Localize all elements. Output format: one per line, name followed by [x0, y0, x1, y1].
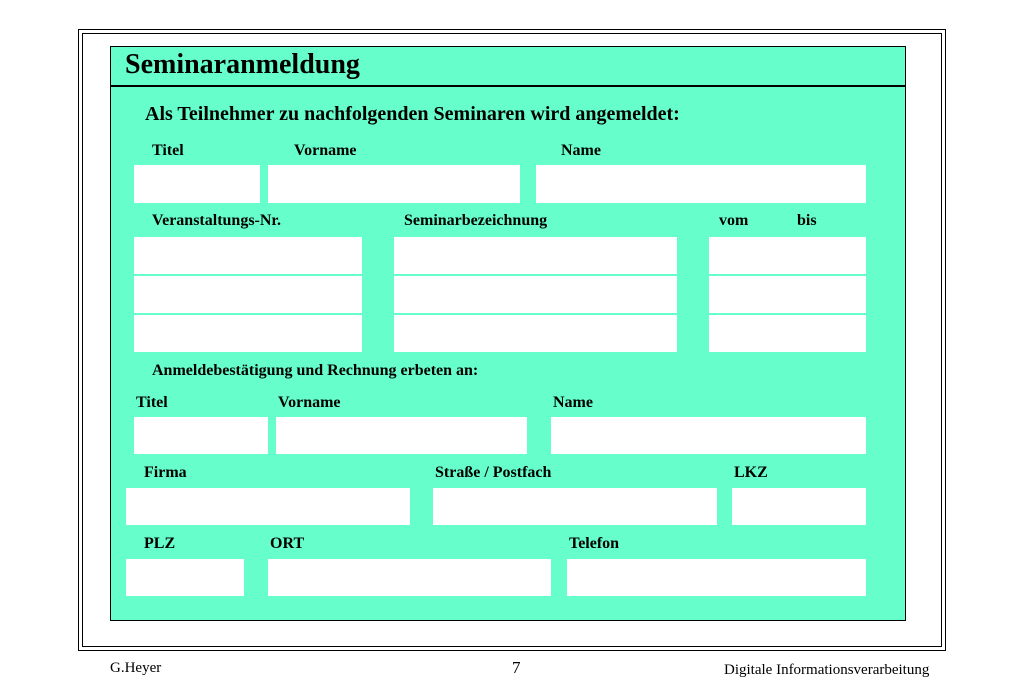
seminar-bezeichnung-label: Seminarbezeichnung	[404, 212, 548, 229]
billing-heading: Anmeldebestätigung und Rechnung erbeten an:	[152, 362, 479, 379]
billing-vorname-label: Vorname	[278, 394, 341, 411]
billing-firma-label: Firma	[144, 464, 187, 481]
participant-titel-field[interactable]	[134, 165, 260, 203]
participant-vorname-field[interactable]	[268, 165, 520, 203]
billing-ort-label: ORT	[270, 535, 305, 552]
billing-telefon-label: Telefon	[569, 535, 620, 552]
footer-author: G.Heyer	[110, 660, 162, 676]
billing-name-label: Name	[553, 394, 593, 411]
billing-lkz-field[interactable]	[732, 488, 866, 525]
seminar-vom-label: vom	[719, 212, 749, 229]
seminar-date-field-1[interactable]	[709, 237, 866, 274]
seminar-bis-label: bis	[797, 212, 817, 229]
title-bar	[111, 47, 905, 87]
seminar-date-field-2[interactable]	[709, 276, 866, 313]
form-panel	[110, 46, 906, 621]
billing-firma-field[interactable]	[126, 488, 410, 525]
footer-page-number: 7	[512, 658, 521, 677]
seminar-nr-field-2[interactable]	[134, 276, 362, 313]
form-subtitle: Als Teilnehmer zu nachfolgenden Seminaren wird angemeldet:	[145, 103, 680, 125]
seminar-date-field-3[interactable]	[709, 315, 866, 352]
seminar-bezeichnung-field-3[interactable]	[394, 315, 677, 352]
billing-plz-field[interactable]	[126, 559, 244, 596]
billing-titel-field[interactable]	[134, 417, 268, 454]
page-title: Seminaranmeldung	[125, 49, 360, 80]
billing-telefon-field[interactable]	[567, 559, 866, 596]
seminar-bezeichnung-field-1[interactable]	[394, 237, 677, 274]
billing-vorname-field[interactable]	[276, 417, 527, 454]
billing-plz-label: PLZ	[144, 535, 176, 552]
participant-titel-label: Titel	[152, 142, 184, 159]
participant-name-field[interactable]	[536, 165, 866, 203]
billing-ort-field[interactable]	[268, 559, 551, 596]
seminar-nr-field-3[interactable]	[134, 315, 362, 352]
seminar-bezeichnung-field-2[interactable]	[394, 276, 677, 313]
seminar-nr-field-1[interactable]	[134, 237, 362, 274]
billing-strasse-label: Straße / Postfach	[435, 464, 552, 481]
participant-name-label: Name	[561, 142, 601, 159]
footer-course: Digitale Informationsverarbeitung	[724, 662, 930, 678]
billing-strasse-field[interactable]	[433, 488, 717, 525]
seminar-nr-label: Veranstaltungs-Nr.	[152, 212, 282, 229]
billing-titel-label: Titel	[136, 394, 168, 411]
participant-vorname-label: Vorname	[294, 142, 357, 159]
billing-name-field[interactable]	[551, 417, 866, 454]
billing-lkz-label: LKZ	[734, 464, 768, 481]
